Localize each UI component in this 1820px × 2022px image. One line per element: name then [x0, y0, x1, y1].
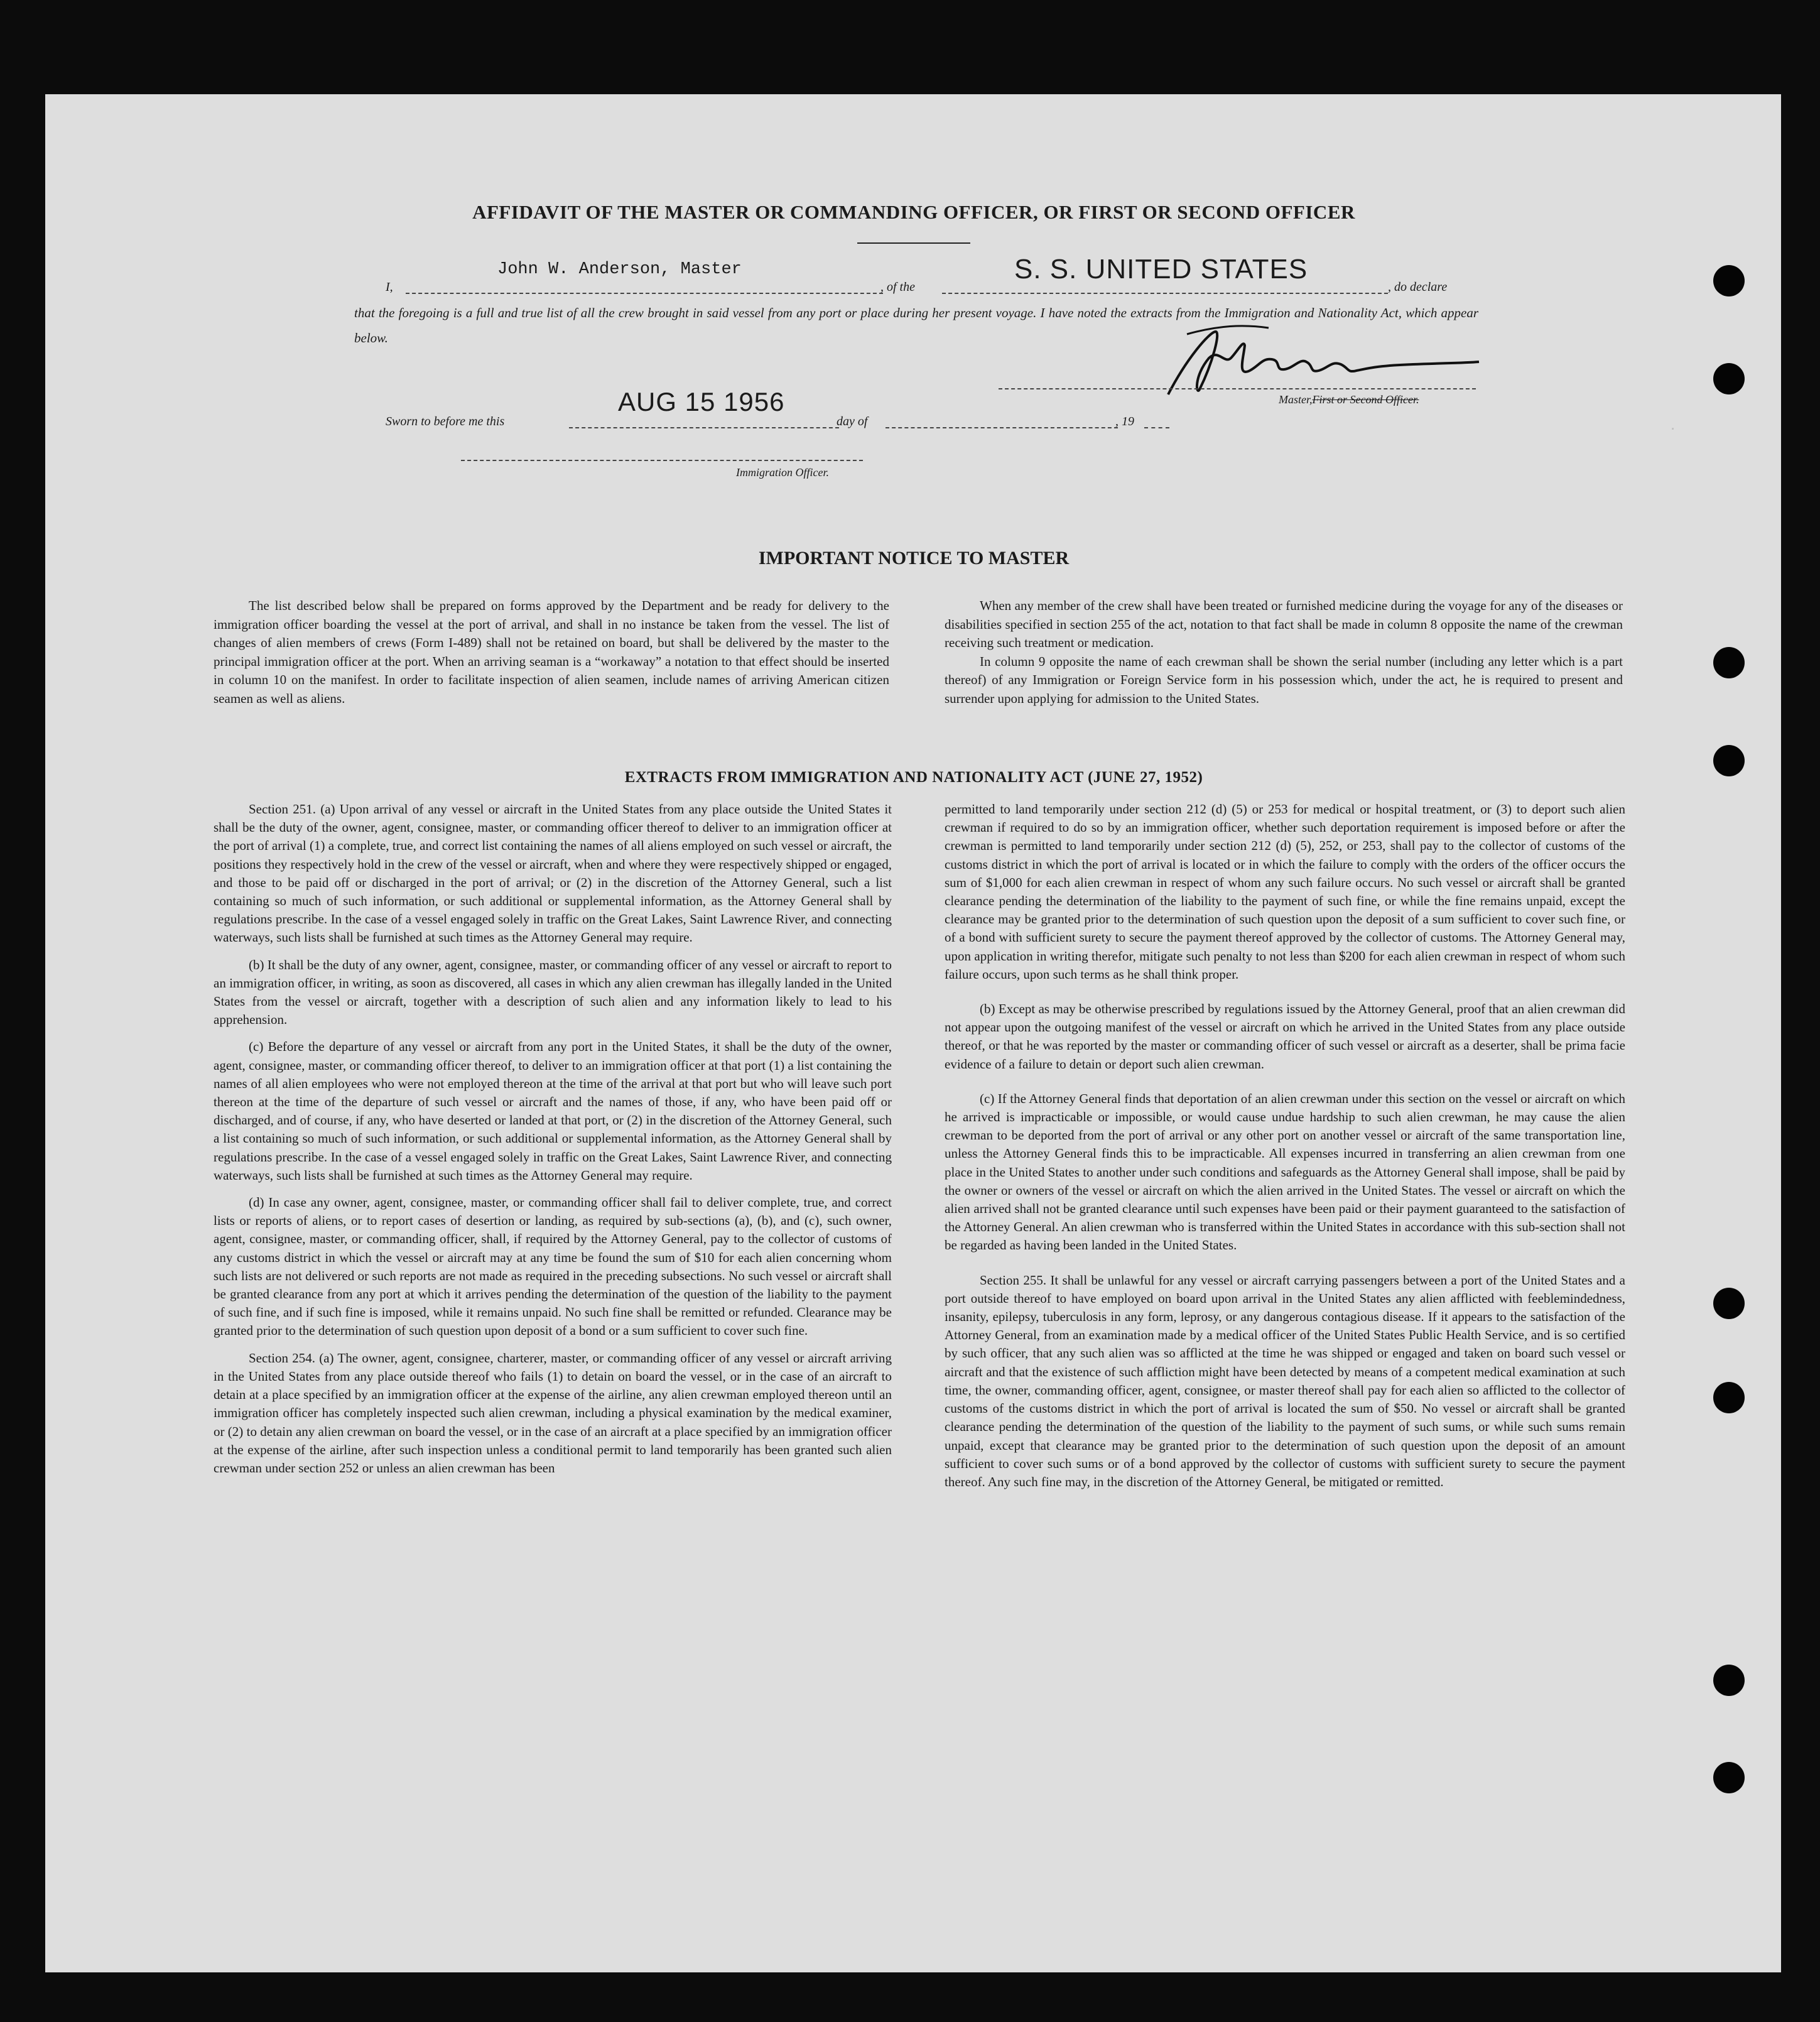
section-254-c: (c) If the Attorney General finds that deportation of an alien crewman under this section on the vessel or aircraft on which he arrived is impracticable or impossible, or would cause undue hardship to such alien crewman, he may cause the alien crewman to be deported from the port of arrival or any other port on another vessel or aircraft of the same transportation line, unless the Attorney General finds this to be impracticable. All expenses incurred in transferring an alien crewman from one place in the United States to another under such conditions and safeguards as the Attorney General shall impose, shall be paid by the owner or owners of the vessel or aircraft on which the alien arrived in the United States. The vessel or aircraft on which the alien arrived shall not be granted clearance until such expenses have been paid or their payment guaranteed to the satisfaction of the Attorney General. An alien crewman who is transferred within the United States in accordance with this sub-section shall not be regarded as having been landed in the United States. [945, 1090, 1625, 1253]
officer-line [461, 460, 863, 461]
punch-hole [1713, 745, 1745, 776]
month-line [886, 427, 1118, 428]
day-of-label: day of [837, 415, 868, 428]
sworn-date-stamp: AUG 15 1956 [618, 387, 785, 416]
vessel-name: S. S. UNITED STATES [1014, 254, 1308, 285]
punch-hole [1713, 1382, 1745, 1413]
sworn-label: Sworn to before me this [386, 415, 505, 428]
master-caption-kept: Master, [1279, 393, 1313, 406]
title-divider [857, 242, 970, 244]
punch-hole [1713, 1762, 1745, 1793]
year-line [1144, 427, 1169, 428]
notice-title: IMPORTANT NOTICE TO MASTER [758, 548, 1070, 568]
of-the-label: , of the [880, 280, 915, 294]
declaration-text: that the foregoing is a full and true list of all the crew brought in said vessel from any port or place during her present voyage. I have noted the extracts from the Immigration and Nationality Act, which appear below. [354, 305, 1478, 345]
i-label: I, [386, 280, 393, 294]
affidavit-title: AFFIDAVIT OF THE MASTER OR COMMANDING OFFICER, OR FIRST OR SECOND OFFICER [472, 201, 1355, 223]
sworn-date-line [569, 427, 839, 428]
master-caption [1279, 393, 1419, 406]
master-signature [1149, 320, 1482, 402]
master-name: John W. Anderson, Master [497, 260, 742, 279]
immigration-officer-label: Immigration Officer. [736, 466, 829, 479]
extracts-right-column [945, 800, 1625, 1491]
section-251-c: (c) Before the departure of any vessel or aircraft from any port in the United States, it shall be the duty of the owner, agent, consignee, master, or commanding officer thereof, to deliver to an immigration officer at that port (1) a list containing the names of all alien employees who were not employed thereon at the time of the arrival at that port but who will leave such port thereon at the time of the departure of such vessel or aircraft and the names of those, if any, who have been paid off or discharged, and of course, if any, who have deserted or landed at that port, or (2) in the discretion of the Attorney General, such a list containing so much of such information, or such additional or supplemental information, as the Attorney General shall by regulations prescribe. In the case of a vessel engaged solely in traffic on the Great Lakes, Saint Lawrence River, and connecting waterways, such lists shall be furnished at such times as the Attorney General may require. [214, 1039, 892, 1183]
notice-left-column [214, 597, 889, 709]
notice-right-column [945, 597, 1623, 709]
vessel-line [942, 293, 1388, 294]
punch-hole [1713, 1288, 1745, 1319]
punch-hole [1713, 265, 1745, 296]
punch-hole [1713, 1665, 1745, 1696]
master-caption-struck: First or Second Officer. [1312, 393, 1419, 406]
extracts-left-column [214, 800, 892, 1477]
section-251-d: (d) In case any owner, agent, consignee, master, or commanding officer shall fail to deliver complete, true, and correct lists or reports of aliens, or to report cases of desertion or landing, as required by sub-sections (a), (b), and (c), such owner, agent, consignee, master, or commanding officer, shall, if required by the Attorney General, pay to the collector of customs of any customs district in which the vessel or aircraft may at any time be found the sum of $10 for each alien concerning whom such lists are not delivered or such reports are not made as required in the preceding subsections. No such vessel or aircraft shall be granted clearance from any port at which it arrives pending the determination of the question of the liability to the payment of such fine, and if such fine is imposed, while it remains unpaid. No such fine shall be remitted or refunded. Clearance may be granted prior to the determination of such question upon deposit of a bond or a sum sufficient to cover such fine. [214, 1195, 892, 1339]
year-label: , 19 [1115, 415, 1134, 428]
notice-right-paragraph-1: When any member of the crew shall have been treated or furnished medicine during the voyage for any of the diseases or disabilities specified in section 255 of the act, notation to that fact shall be made in column 8 opposite the name of the crewman receiving such treatment or medication. [945, 598, 1623, 651]
punch-hole [1713, 647, 1745, 678]
bleed-through-mark: . [1671, 415, 1676, 433]
extracts-title: EXTRACTS FROM IMMIGRATION AND NATIONALITY ACT (JUNE 27, 1952) [624, 769, 1203, 786]
section-251-a: Section 251. (a) Upon arrival of any vessel or aircraft in the United States from any place outside the United States it shall be the duty of the owner, agent, consignee, master, or commanding officer thereof to deliver to an immigration officer at the port of arrival (1) a complete, true, and correct list containing the names of all aliens employed on such vessel or aircraft, the positions they respectively hold in the crew of the vessel or aircraft, when and where they were respectively shipped or engaged, and those to be paid off or discharged in the port of arrival; or (2) in the discretion of the Attorney General, such a list containing so much of such information, or such additional or supplemental information, as the Attorney General shall by regulations prescribe. In the case of a vessel engaged solely in traffic on the Great Lakes, Saint Lawrence River, and connecting waterways, such lists shall be furnished at such times as the Attorney General may require. [214, 802, 892, 945]
notice-left-paragraph: The list described below shall be prepared on forms approved by the Department and be ready for delivery to the immigration officer boarding the vessel at the port of arrival, and shall in no instance be taken from the vessel. The list of changes of alien members of crews (Form I-489) shall not be retained on board, but shall be delivered by the master to the principal immigration officer at the port. When an arriving seaman is a “workaway” a notation to that effect should be inserted in column 10 on the manifest. In order to facilitate inspection of alien seamen, include names of arriving American citizen seamen as well as aliens. [214, 598, 889, 706]
section-254-a: Section 254. (a) The owner, agent, consignee, charterer, master, or commanding officer of any vessel or aircraft arriving in the United States from any place outside thereof who fails (1) to detain on board the vessel, or in the case of an aircraft to detain at a place specified by an immigration officer at the expense of the airline, any alien crewman employed thereon until an immigration officer has completely inspected such alien crewman, including a physical examination by the medical examiner, or (2) to detain any alien crewman on board the vessel, or in the case of an aircraft at a place specified by an immigration officer at the expense of the airline, after such inspection unless a conditional permit to land temporarily has been granted such alien crewman under section 252 or unless an alien crewman has been [214, 1350, 892, 1476]
section-254-b: (b) Except as may be otherwise prescribed by regulations issued by the Attorney General, proof that an alien crewman did not appear upon the outgoing manifest of the vessel or aircraft on which he arrived in the United States from any place outside thereof, or that he was reported by the master or commanding officer of such vessel or aircraft as a deserter, shall be prima facie evidence of a failure to detain or deport such alien crewman. [945, 1001, 1625, 1072]
punch-hole [1713, 363, 1745, 394]
section-254-a-continued: permitted to land temporarily under section 212 (d) (5) or 253 for medical or hospital treatment, or (3) to deport such alien crewman if required to do so by an immigration officer, whether such deportation requirement is imposed before or after the crewman is permitted to land temporarily under section 212 (d) (5), 252, or 253, shall pay to the collector of customs of the customs district in which the port of arrival is located or in which the failure to comply with the orders of the officer occurs the sum of $1,000 for each alien crewman in respect of whom any such failure occurs. No such vessel or aircraft shall be granted clearance pending the determination of the liability to the payment of such fine, or while the fine remains unpaid, except the clearance may be granted prior to the determination of such question upon the deposit of a sum sufficient to cover such fine, or of a bond with sufficient surety to secure the payment thereof approved by the collector of customs. The Attorney General may, upon application in writing therefor, mitigate such penalty to not less than $200 for each alien crewman in respect of whom such failure occurs, upon such terms as he shall think proper. [945, 802, 1625, 982]
section-251-b: (b) It shall be the duty of any owner, agent, consignee, master, or commanding officer of any vessel or aircraft to report to an immigration officer, in writing, as soon as discovered, all cases in which any alien crewman has illegally landed in the United States from the vessel or aircraft, together with a description of such alien and any information likely to lead to his apprehension. [214, 957, 892, 1028]
section-255: Section 255. It shall be unlawful for any vessel or aircraft carrying passengers between a port of the United States and a port outside thereof to have employed on board upon arrival in the United States any alien afflicted with feeblemindedness, insanity, epilepsy, tuberculosis in any form, leprosy, or any dangerous contagious disease. If it appears to the satisfaction of the Attorney General, from an examination made by a medical officer of the United States Public Health Service, and is so certified by such officer, that any such alien was so afflicted at the time he was shipped or engaged and taken on board such vessel or aircraft and that the existence of such affliction might have been detected by means of a competent medical examination at such time, the owner, commanding officer, agent, consignee, or master thereof shall pay for each alien so afflicted to the collector of customs of the customs district in which the port of arrival is located the sum of $50. No vessel or aircraft shall be granted clearance pending the determination of the question of the liability to the payment of such sums, or while such sums remain unpaid, except that clearance may be granted prior to the determination of such question upon the deposit of an amount sufficient to cover such sums or of a bond approved by the collector of customs with sufficient surety to secure the payment thereof. Any such fine may, in the discretion of the Attorney General, be mitigated or remitted. [945, 1272, 1625, 1489]
signature-line [999, 388, 1476, 389]
do-declare-label: , do declare [1388, 280, 1448, 294]
name-line [406, 293, 883, 294]
notice-right-paragraph-2: In column 9 opposite the name of each crewman shall be shown the serial number (including any letter which is a part thereof) of any Immigration or Foreign Service form in his possession which, under the act, he is required to present and surrender upon applying for admission to the United States. [945, 653, 1623, 706]
